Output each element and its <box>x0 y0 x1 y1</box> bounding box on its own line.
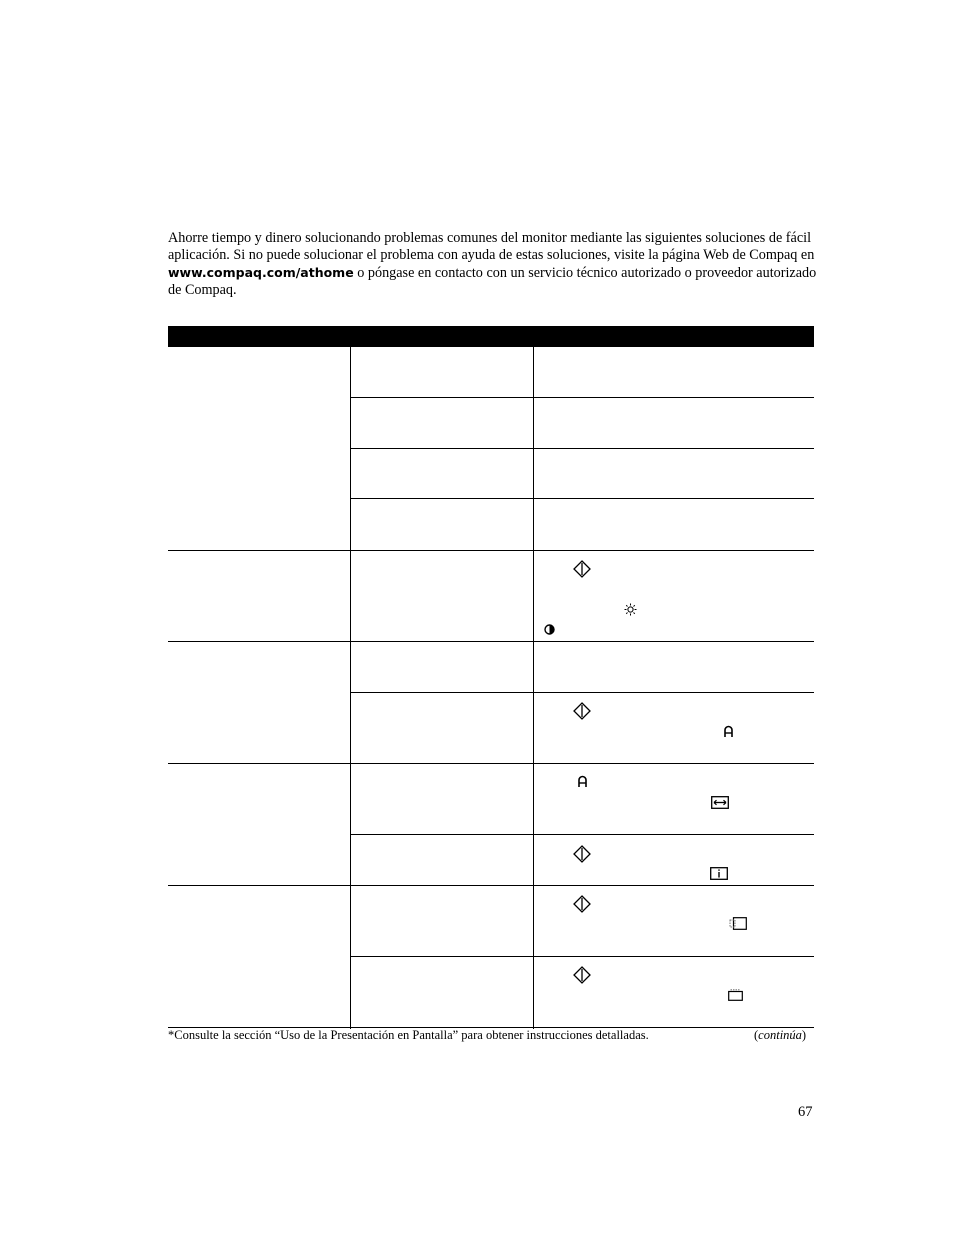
auto-adjust-icon <box>577 775 588 788</box>
menu-button-icon <box>573 895 591 913</box>
menu-button-icon <box>573 966 591 984</box>
row-divider <box>168 550 814 551</box>
row-divider <box>168 763 814 764</box>
continues-note: (continúa) <box>754 1028 807 1042</box>
compaq-url[interactable]: www.compaq.com/athome <box>168 265 354 280</box>
horizontal-size-icon <box>711 796 729 809</box>
row-divider <box>168 641 814 642</box>
table-header-bar <box>168 326 814 347</box>
row-divider <box>168 885 814 886</box>
information-icon <box>710 867 728 880</box>
column-divider <box>350 347 351 1029</box>
contrast-icon <box>544 624 555 635</box>
row-divider <box>351 397 814 398</box>
footnote: *Consulte la sección “Uso de la Presentación en Pantalla” para obtener instrucciones detalladas. <box>168 1028 649 1042</box>
intro-text-1: Ahorre tiempo y dinero solucionando problemas comunes del monitor mediante las siguientes soluciones de fácil aplicación. Si no puede solucionar el problema con ayuda de estas soluciones, visite la página Web de Compaq en <box>168 230 815 263</box>
row-divider <box>351 956 814 957</box>
menu-button-icon <box>573 560 591 578</box>
auto-adjust-icon <box>723 725 734 738</box>
intro-text-2: o póngase en contacto con un servicio técnico autorizado o proveedor autorizado de Compaq. <box>168 265 817 298</box>
horizontal-position-icon <box>729 917 747 930</box>
continues-label: continúa <box>758 1028 802 1042</box>
page-number: 67 <box>798 1104 813 1120</box>
menu-button-icon <box>573 845 591 863</box>
row-divider <box>351 692 814 693</box>
vertical-position-icon <box>728 989 743 1001</box>
brightness-icon <box>624 603 637 616</box>
row-divider <box>351 834 814 835</box>
column-divider <box>533 347 534 1029</box>
row-divider <box>351 448 814 449</box>
menu-button-icon <box>573 702 591 720</box>
intro-paragraph <box>168 230 818 299</box>
row-divider <box>351 498 814 499</box>
